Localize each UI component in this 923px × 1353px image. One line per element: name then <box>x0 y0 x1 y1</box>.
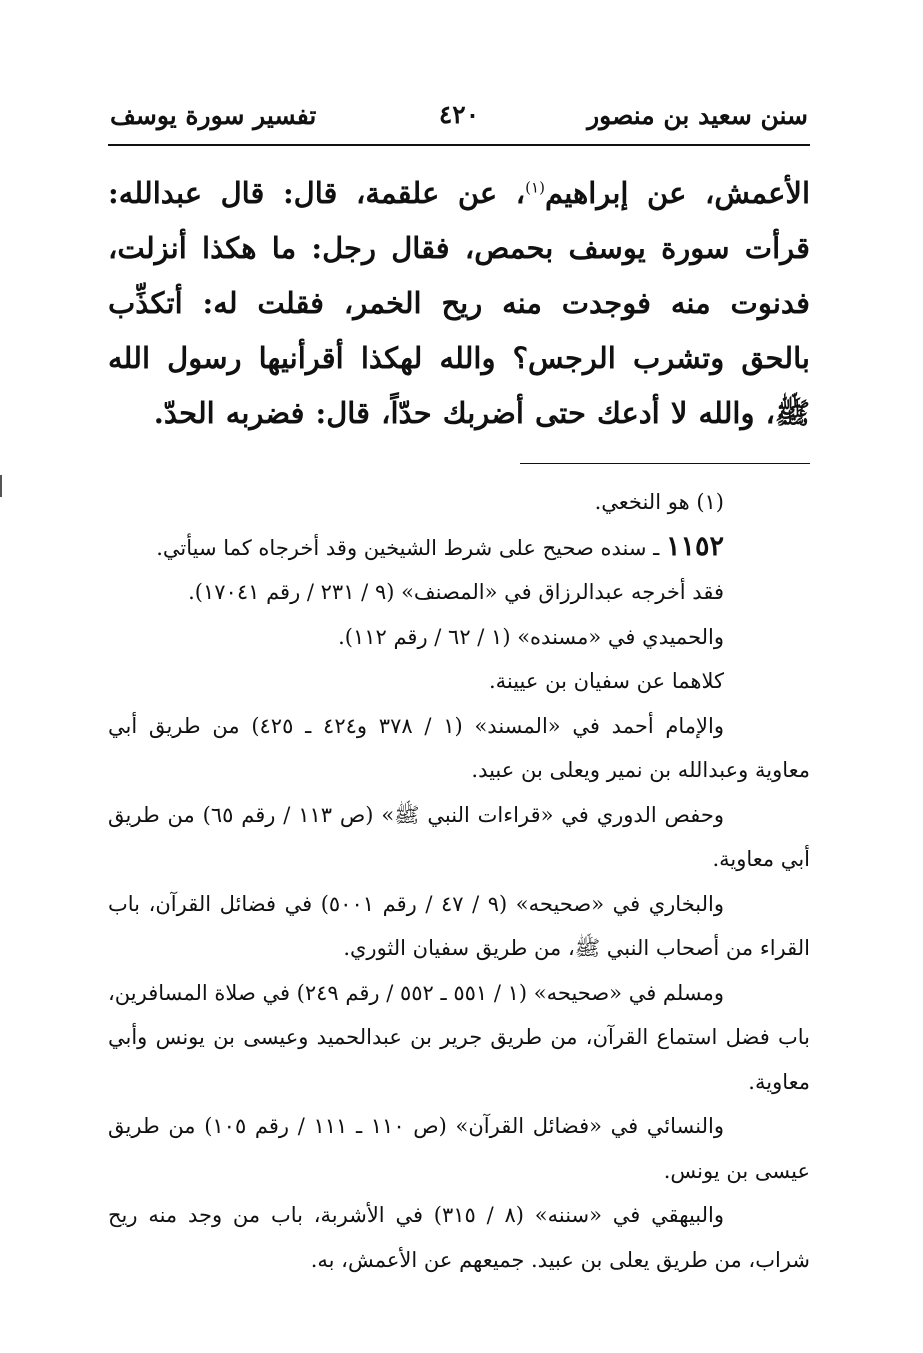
main-text-start: الأعمش، عن إبراهيم <box>544 176 811 210</box>
main-text-rest: ، عن علقمة، قال: قال عبدالله: قرأت سورة يوسف بحمص، فقال رجل: ما هكذا أنزلت، فدنوت منه فوجدت منه ريح الخمر، فقلت له: أتكذِّب بالحق وتشرب الرجس؟ والله لهكذا أقرأنيها رسول الله ﷺ، والله لا أدعك حتى أضربك حدّاً، قال: فضربه الحدّ. <box>108 176 810 430</box>
hadith-number: ١١٥٢ <box>665 530 724 562</box>
takhrij-paragraph: والبيهقي في «سننه» (٨ / ٣١٥) في الأشربة، باب من وجد منه ريح شراب، من طريق يعلى بن عبيد. جميعهم عن الأعمش، به. <box>108 1203 810 1272</box>
footnote-marker: (١) <box>525 178 545 197</box>
page-header <box>108 92 810 138</box>
footnote-1: (١) هو النخعي. <box>594 490 724 514</box>
main-text <box>108 166 810 441</box>
takhrij-line: كلاهما عن سفيان بن عيينة. <box>488 669 724 693</box>
header-rule <box>108 144 810 146</box>
footnotes <box>108 480 810 1282</box>
book-page <box>108 92 810 1342</box>
footnote-separator <box>520 463 810 464</box>
takhrij-paragraph: والبخاري في «صحيحه» (٩ / ٤٧ / رقم ٥٠٠١) في فضائل القرآن، باب القراء من أصحاب النبي ﷺ، من طريق سفيان الثوري. <box>108 891 810 960</box>
takhrij-line: فقد أخرجه عبدالرزاق في «المصنف» (٩ / ٢٣١ / رقم ١٧٠٤١). <box>188 580 724 604</box>
hadith-grade: ـ سنده صحيح على شرط الشيخين وقد أخرجاه كما سيأتي. <box>156 535 666 560</box>
takhrij-paragraph: والنسائي في «فضائل القرآن» (ص ١١٠ ـ ١١١ / رقم ١٠٥) من طريق عيسى بن يونس. <box>108 1114 810 1183</box>
chapter-title: تفسير سورة يوسف <box>110 100 317 130</box>
book-title: سنن سعيد بن منصور <box>587 100 808 130</box>
hadith-grade-line <box>108 525 810 571</box>
page-number: ٤٢٠ <box>438 100 480 129</box>
scan-edge-mark <box>0 475 2 497</box>
takhrij-paragraph: ومسلم في «صحيحه» (١ / ٥٥١ ـ ٥٥٢ / رقم ٢٤٩) في صلاة المسافرين، باب فضل استماع القرآن، من طريق جرير بن عبدالحميد وعيسى بن يونس وأبي معاوية. <box>108 980 810 1094</box>
takhrij-paragraph: والإمام أحمد في «المسند» (١ / ٣٧٨ و٤٢٤ ـ ٤٢٥) من طريق أبي معاوية وعبدالله بن نمير ويعلى بن عبيد. <box>108 713 810 782</box>
takhrij-line: والحميدي في «مسنده» (١ / ٦٢ / رقم ١١٢). <box>338 624 724 649</box>
takhrij-paragraph: وحفص الدوري في «قراءات النبي ﷺ» (ص ١١٣ / رقم ٦٥) من طريق أبي معاوية. <box>108 802 810 871</box>
